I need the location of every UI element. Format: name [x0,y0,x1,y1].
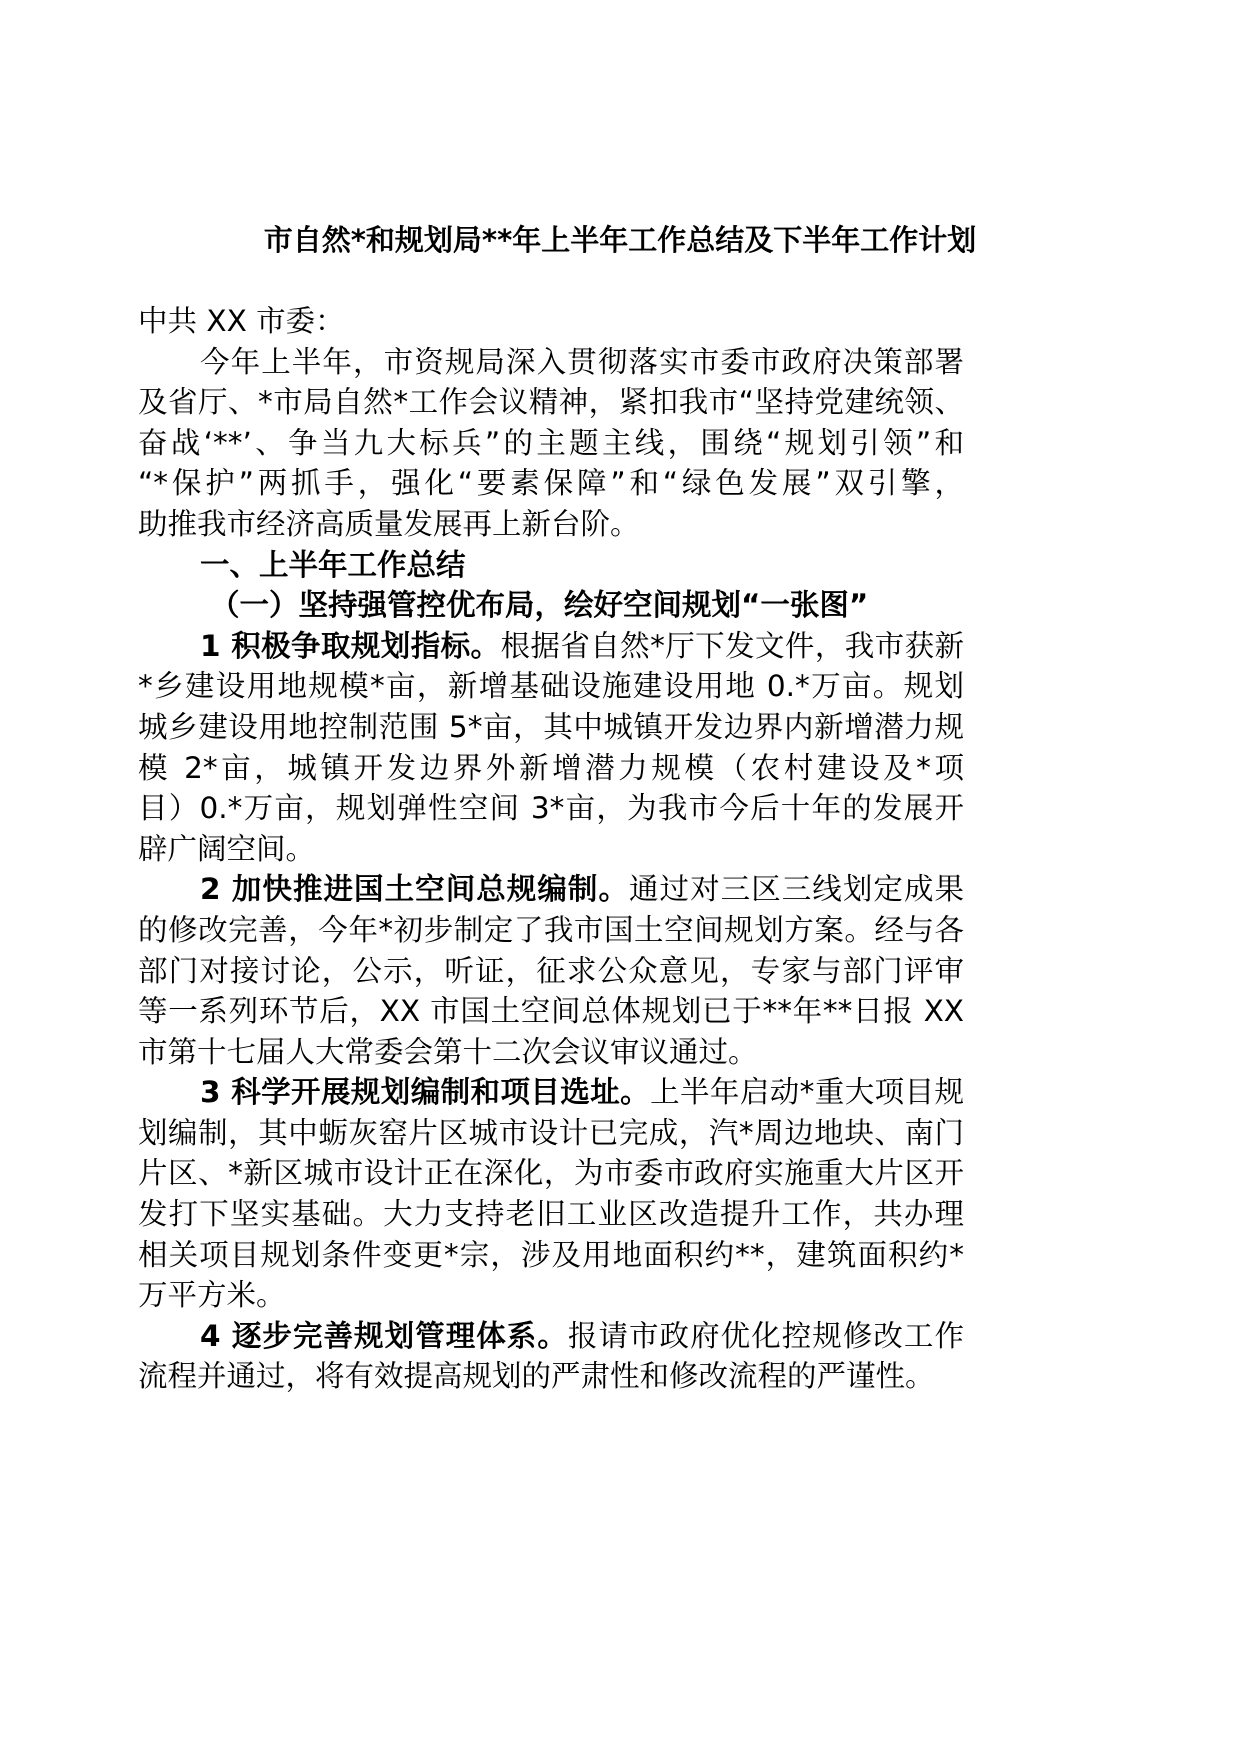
body-text: 助推我市经济高质量发展再上新台阶。 [138,506,640,541]
paragraph-line [138,423,964,464]
paragraph-line [138,748,964,789]
body-text: “*保护”两抓手，强化“要素保障”和“绿色发展”双引擎， [138,466,964,501]
body-text: 模 2*亩，城镇开发边界外新增潜力规模（农村建设及*项 [138,750,964,785]
paragraph-line [138,1194,964,1235]
bold-heading-text: （一）坚持强管控优布局，绘好空间规划“一张图” [210,588,869,623]
paragraph-line [138,382,964,423]
paragraph-line [138,1072,964,1113]
paragraph-line [138,504,964,545]
body-text: 发打下坚实基础。大力支持老旧工业区改造提升工作，共办理 [138,1197,964,1232]
body-text: 划编制，其中蛎灰窑片区城市设计已完成，汽*周边地块、南门 [138,1115,964,1150]
document-title: 市自然*和规划局**年上半年工作总结及下半年工作计划 [263,223,977,257]
paragraph-line [138,951,964,992]
paragraph-line [138,666,964,707]
paragraph-line [138,463,964,504]
paragraph-line [138,1316,964,1357]
body-text: 等一系列环节后，XX 市国土空间总体规划已于**年**日报 XX [138,994,964,1029]
paragraph-line [138,585,964,626]
paragraph-line [138,910,964,951]
paragraph-line [138,1113,964,1154]
body-text: 报请市政府优化控规修改工作 [567,1318,964,1353]
bold-heading-text: 2 加快推进国土空间总规编制。 [200,872,629,907]
paragraph-line [138,788,964,829]
paragraph-line [138,829,964,870]
paragraph-line [138,1275,964,1316]
bold-heading-text: 一、上半年工作总结 [200,547,466,582]
paragraph-line [138,869,964,910]
body-text: 及省厅、*市局自然*工作会议精神，紧扣我市“坚持党建统领、 [138,385,964,420]
body-text: 流程并通过，将有效提高规划的严肃性和修改流程的严谨性。 [138,1359,935,1394]
body-text: 相关项目规划条件变更*宗，涉及用地面积约**，建筑面积约* [138,1237,964,1272]
paragraph-line [138,1032,964,1073]
paragraph-line [138,1235,964,1276]
body-text: 万平方米。 [138,1278,286,1313]
paragraph-line [138,342,964,383]
body-text: 根据省自然*厅下发文件，我市获新 [500,628,964,663]
paragraph-line [138,301,964,342]
body-text: *乡建设用地规模*亩，新增基础设施建设用地 0.*万亩。规划 [138,669,964,704]
body-text: 城乡建设用地控制范围 5*亩，其中城镇开发边界内新增潜力规 [138,709,964,744]
body-text: 目）0.*万亩，规划弹性空间 3*亩，为我市今后十年的发展开 [138,791,964,826]
body-text: 上半年启动*重大项目规 [650,1075,964,1110]
body-text: 今年上半年，市资规局深入贯彻落实市委市政府决策部署 [200,344,964,379]
body-text: 辟广阔空间。 [138,831,316,866]
body-text: 通过对三区三线划定成果 [629,872,964,907]
paragraph-line [138,1153,964,1194]
body-text: 部门对接讨论，公示，听证，征求公众意见，专家与部门评审 [138,953,964,988]
body-text: 中共 XX 市委： [138,304,345,338]
body-text: 片区、*新区城市设计正在深化，为市委市政府实施重大片区开 [138,1156,964,1191]
paragraph-line [138,1356,964,1397]
body-text: 市第十七届人大常委会第十二次会议审议通过。 [138,1034,758,1069]
document-body [138,301,964,1397]
bold-heading-text: 3 科学开展规划编制和项目选址。 [200,1075,651,1110]
paragraph-line [138,991,964,1032]
paragraph-line [138,707,964,748]
body-text: 的修改完善，今年*初步制定了我市国土空间规划方案。经与各 [138,912,964,947]
paragraph-line [138,545,964,586]
body-text: 奋战‘**’、争当九大标兵”的主题主线，围绕“规划引领”和 [138,425,964,460]
bold-heading-text: 1 积极争取规划指标。 [200,628,501,663]
bold-heading-text: 4 逐步完善规划管理体系。 [200,1318,568,1353]
paragraph-line [138,626,964,667]
